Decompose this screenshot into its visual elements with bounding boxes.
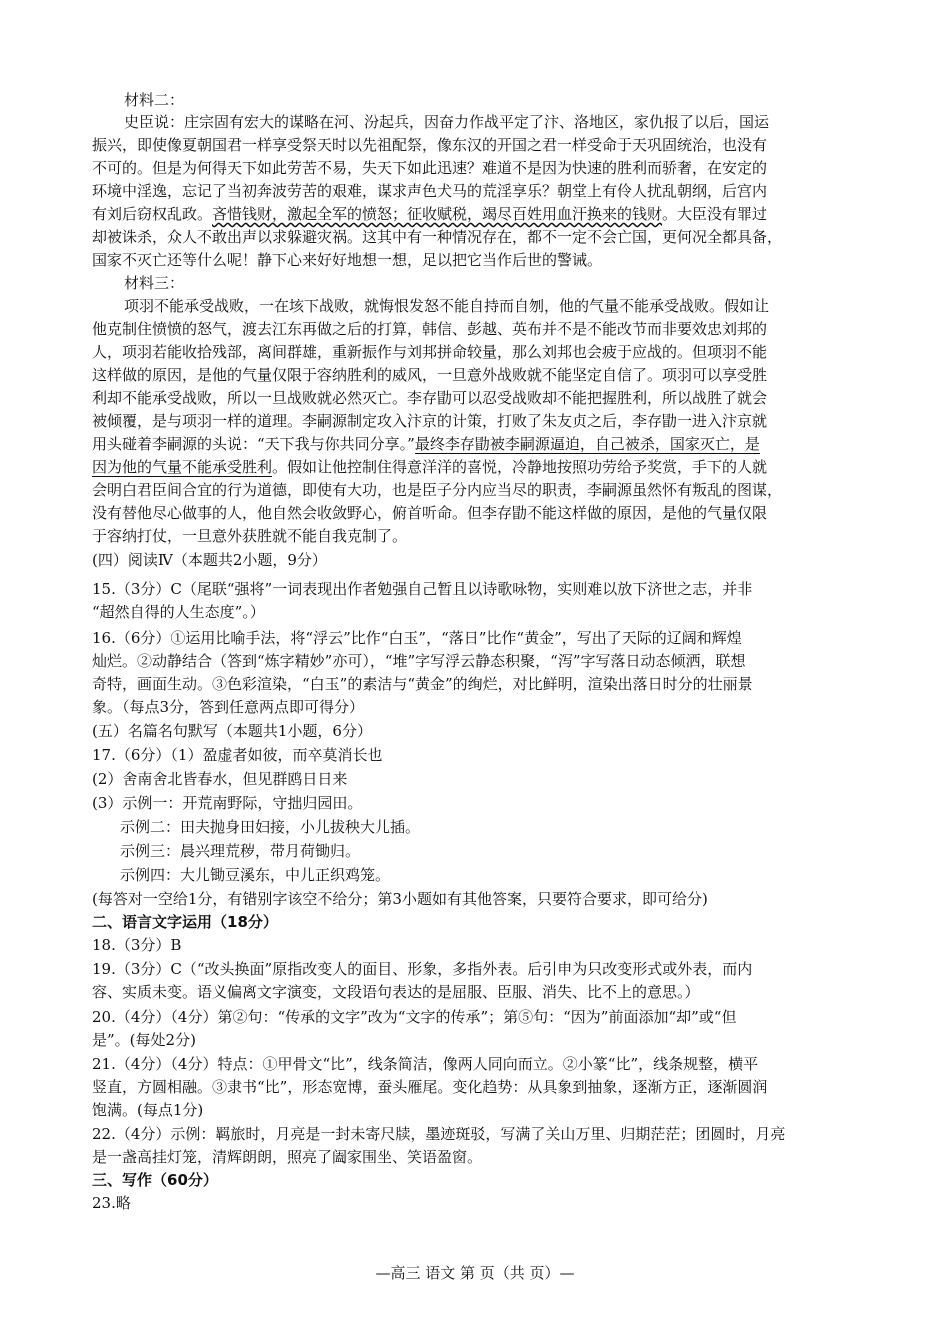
- material-3-line: 人，项羽若能收拾残部，离间群雄，重新振作与刘邦拼命较量，那么刘邦也会疲于应战的。但项羽不能: [92, 343, 768, 361]
- answer-20-line: 是”。(每处2分): [92, 1031, 196, 1049]
- answer-18: 18.（3分）B: [92, 936, 182, 954]
- material-2-text: 有刘后窃权乱政。: [92, 205, 213, 223]
- material-2-line: 却被诛杀，众人不敢出声以求躲避灾祸。这其中有一种情况存在，都不一定不会亡国，更何况全都具备，: [92, 228, 783, 246]
- answer-19-line: 19.（3分）C（“改头换面”原指改变人的面目、形象，多指外表。后引申为只改变形式或外表，而内: [92, 960, 753, 978]
- material-3-line: 这样做的原因，是他的气量仅限于容纳胜利的威风，一旦意外战败就不能坚定自信了。项羽可以享受胜: [92, 366, 768, 384]
- wavy-underlined-sentence: 吝惜钱财，激起全军的愤怒；征收赋税，竭尽百姓用血汗换来的钱财: [212, 205, 663, 223]
- material-3-line: 他克制住愤愤的怒气，渡去江东再做之后的打算，韩信、彭越、英布并不是不能改节而非要效忠刘邦的: [92, 320, 768, 338]
- material-2-line: 不可的。但是为何得天下如此劳苦不易，失天下如此迅速？难道不是因为快速的胜利而骄奢，在安定的: [92, 159, 768, 177]
- material-2-line: 史臣说：庄宗固有宏大的谋略在河、汾起兵，因奋力作战平定了汴、洛地区，家仇报了以后，国运: [124, 113, 770, 131]
- material-2-line: 环境中淫逸，忘记了当初奔波劳苦的艰难，谋求声色犬马的荒淫享乐？朝堂上有伶人扰乱朝纲，后宫内: [92, 182, 768, 200]
- material-3-line: 会明白君臣间合宜的行为道德，即使有大功，也是臣子分内应当尽的职责，李嗣源虽然怀有叛乱的图谋，: [92, 481, 783, 499]
- answer-21-line: 21.（4分）（4分）特点：①甲骨文“比”，线条简洁，像两人同向而立。②小篆“比”，线条规整，横平: [92, 1055, 759, 1073]
- answer-17-example: 示例三：晨兴理荒秽，带月荷锄归。: [120, 842, 361, 860]
- answer-16-line: 灿烂。②动静结合（答到“炼字精妙”亦可），“堆”字写浮云静态积聚，“泻”字写落日动态倾洒，联想: [92, 652, 746, 670]
- answer-22-line: 是一盏高挂灯笼，清辉朗朗，照亮了阖家围坐、笑语盈窗。: [92, 1148, 483, 1166]
- material-3-line: 于容纳打仗，一旦意外获胜就不能自我克制了。: [92, 527, 408, 545]
- answer-15-line: “超然自得的人生态度”。）: [92, 603, 265, 621]
- material-3-line: [92, 456, 862, 478]
- answer-17-line: 17.（6分）（1）盈虚者如彼，而卒莫消长也: [92, 746, 383, 764]
- answer-23: 23.略: [92, 1194, 131, 1212]
- answer-20-line: 20.（4分）（4分）第②句：“传承的文字”改为“文字的传承”；第⑤句：“因为”前面添加“却”或“但: [92, 1008, 737, 1026]
- answer-16-line: 奇特，画面生动。③色彩渲染，“白玉”的素洁与“黄金”的绚烂，对比鲜明，渲染出落日时分的壮丽景: [92, 675, 753, 693]
- section-4-heading: (四）阅读Ⅳ（本题共2小题，9分）: [92, 551, 327, 569]
- material-3-line: 利却不能承受战败，所以一旦战败就必然灭亡。李存勖可以忍受战败却不能把握胜利，所以战胜了就会: [92, 389, 768, 407]
- answer-15-line: 15.（3分）C（尾联“强将”一词表现出作者勉强自己暂且以诗歌咏物，实则难以放下济世之志，并非: [92, 580, 753, 598]
- scoring-note: (每答对一空给1分，有错别字该空不给分；第3小题如有其他答案，只要符合要求，即可给分): [92, 890, 708, 908]
- answer-17-line: (3）示例一：开荒南野际，守拙归园田。: [92, 794, 363, 812]
- material-3-line: 没有替他尽心做事的人，他自然会收敛野心，俯首听命。但李存勖不能这样做的原因，是他的气量仅限: [92, 504, 768, 522]
- material-2-title: 材料二：: [124, 91, 185, 109]
- part-3-heading: 三、写作（60分）: [92, 1171, 218, 1189]
- material-2-text: 。大臣没有罪过: [662, 205, 768, 223]
- answer-21-line: 竖直，方圆相融。③隶书“比”，形态宽博，蚕头雁尾。变化趋势：从具象到抽象，逐渐方正，逐渐圆润: [92, 1078, 768, 1096]
- answer-16-line: 16.（6分）①运用比喻手法，将“浮云”比作“白玉”，“落日”比作“黄金”，写出了天际的辽阔和辉煌: [92, 629, 742, 647]
- material-3-text: 用头碰着李嗣源的头说：“天下我与你共同分享。”: [92, 435, 415, 453]
- answer-21-line: 饱满。(每点1分): [92, 1101, 204, 1119]
- material-3-line: 项羽不能承受战败，一在垓下战败，就悔恨发怒不能自持而自刎，他的气量不能承受战败。假如让: [124, 297, 770, 315]
- material-2-line: 振兴，即使像夏朝国君一样享受祭天时以先祖配祭，像东汉的开国之君一样受命于天巩固统治，也没有: [92, 136, 768, 154]
- answer-22-line: 22.（4分）示例：羁旅时，月亮是一封未寄尺牍，墨迹斑驳，写满了关山万里、归期茫茫；团圆时，月亮: [92, 1125, 786, 1143]
- material-3-line: 被倾覆，是与项羽一样的道理。李嗣源制定攻入汴京的计策，打败了朱友贞之后，李存勖一进入汴京就: [92, 412, 768, 430]
- underlined-sentence: 因为他的气量不能承受胜利: [92, 458, 273, 476]
- section-5-heading: (五）名篇名句默写（本题共1小题，6分）: [92, 722, 372, 740]
- page-footer: —高三 语文 第 页（共 页）—: [375, 1264, 575, 1282]
- underlined-sentence: 最终李存勖被李嗣源逼迫，自己被杀，国家灭亡，是: [414, 435, 760, 453]
- answer-17-example: 示例四：大儿锄豆溪东，中儿正织鸡笼。: [120, 866, 391, 884]
- answer-16-line: 象。（每点3分，答到任意两点即可得分）: [92, 698, 365, 716]
- material-2-line: 国家不灭亡还等什么呢！静下心来好好地想一想，足以把它当作后世的警诫。: [92, 251, 603, 269]
- answer-19-line: 容、实质未变。语义偏离文字演变，文段语句表达的是屈服、臣服、消失、比不上的意思。）: [92, 983, 700, 1001]
- material-2-line: [92, 203, 862, 225]
- material-3-line: [92, 433, 862, 455]
- part-2-heading: 二、语言文字运用（18分）: [92, 913, 278, 931]
- material-3-text: 。假如让他控制住得意洋洋的喜悦，冷静地按照功劳给予奖赏，手下的人就: [272, 458, 768, 476]
- answer-17-line: (2）舍南舍北皆春水，但见群鸥日日来: [92, 770, 348, 788]
- answer-17-example: 示例二：田夫抛身田妇接，小儿拔秧大儿插。: [120, 818, 421, 836]
- material-3-title: 材料三：: [124, 274, 185, 292]
